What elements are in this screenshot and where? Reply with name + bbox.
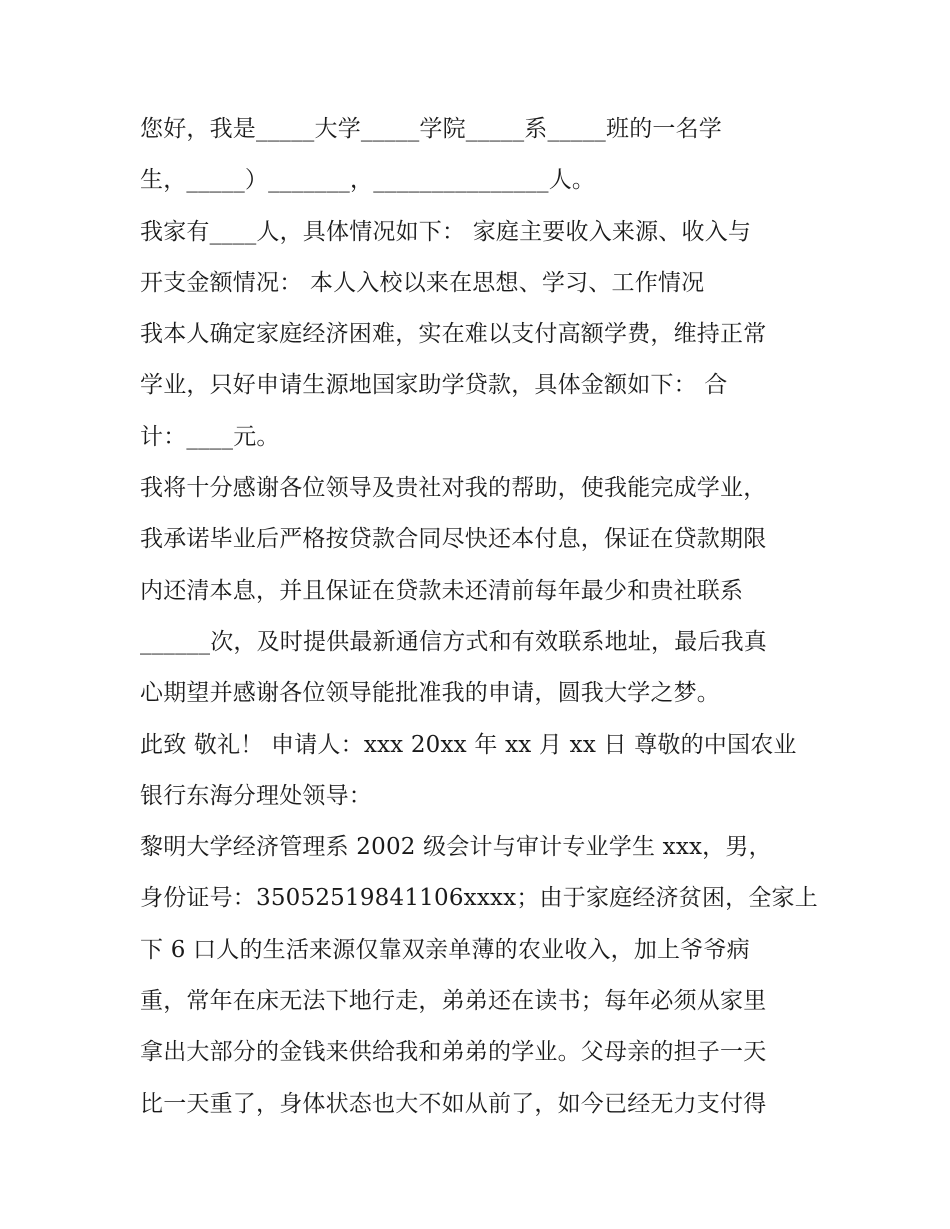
text-line: 银行东海分理处领导： — [140, 782, 372, 809]
document-body — [140, 104, 820, 1130]
text-line: 您好，我是_____大学_____学院_____系_____班的一名学 — [140, 116, 722, 142]
text-line: ______次，及时提供最新通信方式和有效联系地址，最后我真 — [140, 628, 767, 655]
text-line: 拿出大部分的金钱来供给我和弟弟的学业。父母亲的担子一天 — [140, 1039, 767, 1066]
text-line: 比一天重了，身体状态也大不如从前了，如今已经无力支付得 — [140, 1090, 767, 1117]
text-line: 重，常年在床无法下地行走，弟弟还在读书；每年必须从家里 — [140, 988, 767, 1015]
text-line: 心期望并感谢各位领导能批准我的申请，圆我大学之梦。 — [140, 680, 720, 707]
text-line: 计：____元。 — [140, 423, 280, 450]
text-line: 我本人确定家庭经济困难，实在难以支付高额学费，维持正常 — [140, 321, 767, 348]
text-line: 我承诺毕业后严格按贷款合同尽快还本付息，保证在贷款期限 — [140, 526, 767, 553]
text-line: 内还清本息，并且保证在贷款未还清前每年最少和贵社联系 — [140, 577, 744, 604]
text-line: 开支金额情况： 本人入校以来在思想、学习、工作情况 — [140, 269, 705, 296]
text-line: 下 6 口人的生活来源仅靠双亲单薄的农业收入，加上爷爷病 — [140, 936, 750, 963]
text-line: 我家有____人，具体情况如下： 家庭主要收入来源、收入与 — [140, 218, 752, 245]
text-line: 学业，只好申请生源地国家助学贷款，具体金额如下： 合 — [140, 372, 728, 399]
text-line: 黎明大学经济管理系 2002 级会计与审计专业学生 xxx，男， — [140, 834, 772, 861]
text-line: 身份证号：35052519841106xxxx；由于家庭经济贫困，全家上 — [140, 885, 818, 912]
text-line: 生，_____）_______，_______________人。 — [140, 167, 596, 194]
text-line: 我将十分感谢各位领导及贵社对我的帮助，使我能完成学业， — [140, 475, 767, 502]
text-line: 此致 敬礼！ 申请人：xxx 20xx 年 xx 月 xx 日 尊敬的中国农业 — [140, 731, 797, 758]
